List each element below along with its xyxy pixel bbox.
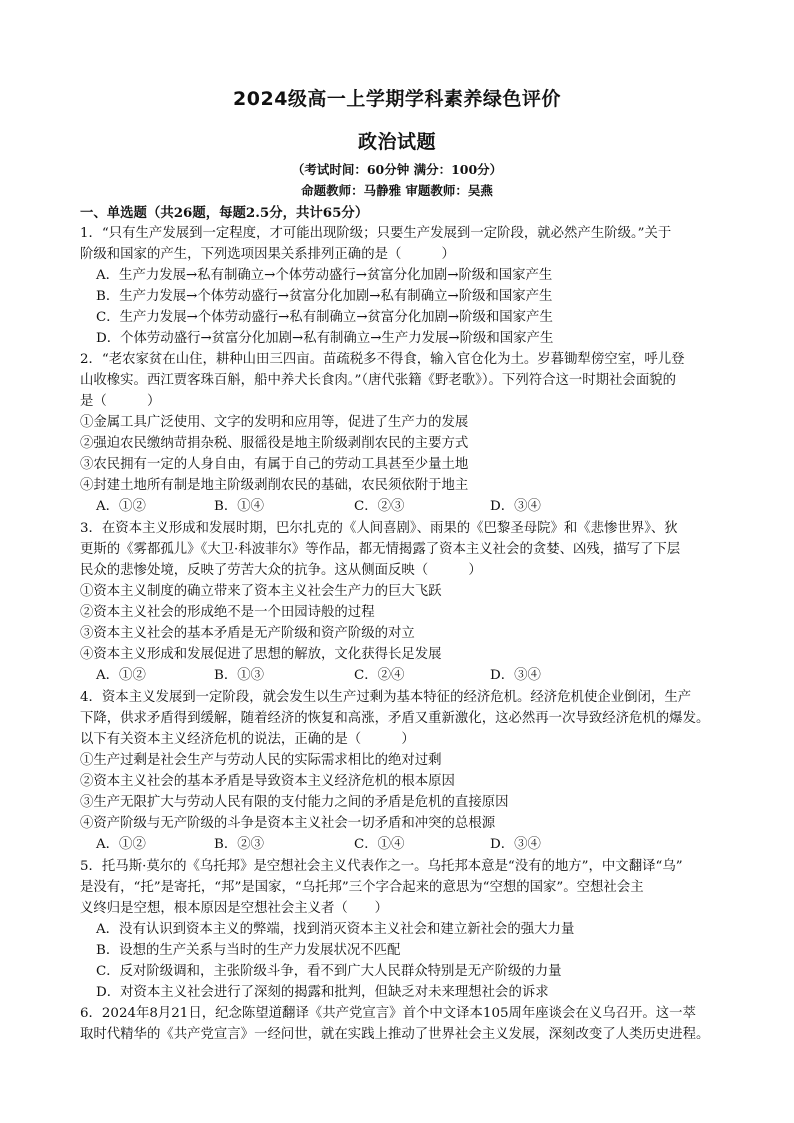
q1-stem-line2: 阶级和国家的产生，下列选项因果关系排列正确的是（ ） xyxy=(80,247,455,262)
q6-stem-line2: 取时代精华的《共产党宣言》一经问世，就在实践上推动了世界社会主义发展，深刻改变了人类历史进程。 xyxy=(80,1027,710,1042)
q4-statement-4: ④资产阶级与无产阶级的斗争是资本主义社会一切矛盾和冲突的总根源 xyxy=(80,816,496,831)
q3-option-c: C．②④ xyxy=(354,668,405,683)
q5-stem-line3: 义终归是空想，根本原因是空想社会主义者（ ） xyxy=(80,901,388,916)
q2-statement-3: ③农民拥有一定的人身自由，有属于自己的劳动工具甚至少量土地 xyxy=(80,457,469,472)
q3-option-d: D．③④ xyxy=(490,668,541,683)
q3-statement-1: ①资本主义制度的确立带来了资本主义社会生产力的巨大飞跃 xyxy=(80,584,442,599)
q4-option-d: D．③④ xyxy=(490,837,541,852)
q1-stem-line1: 1．“只有生产发展到一定程度，才可能出现阶级；只要生产发展到一定阶段，就必然产生阶级。”关于 xyxy=(80,226,672,241)
section-heading: 一、单选题（共26题，每题2.5分，共计65分） xyxy=(80,205,369,221)
q3-statement-2: ②资本主义社会的形成绝不是一个田园诗般的过程 xyxy=(80,605,375,620)
q5-stem-line1: 5．托马斯·莫尔的《乌托邦》是空想社会主义代表作之一。乌托邦本意是“没有的地方”，中文翻译“乌” xyxy=(80,859,683,874)
q3-stem-line1: 3．在资本主义形成和发展时期，巴尔扎克的《人间喜剧》、雨果的《巴黎圣母院》和《悲惨世界》、狄 xyxy=(80,521,678,536)
exam-subject: 政治试题 xyxy=(357,131,436,153)
q2-option-b: B．①④ xyxy=(214,499,265,514)
q2-statement-1: ①金属工具广泛使用、文字的发明和应用等，促进了生产力的发展 xyxy=(80,415,469,430)
q3-option-b: B．①③ xyxy=(214,668,265,683)
q2-option-d: D．③④ xyxy=(490,499,541,514)
q3-statement-3: ③资本主义社会的基本矛盾是无产阶级和资产阶级的对立 xyxy=(80,626,415,641)
q4-statement-2: ②资本主义社会的基本矛盾是导致资本主义经济危机的根本原因 xyxy=(80,774,455,789)
q3-stem-line3: 民众的悲惨处境，反映了劳苦大众的抗争。这从侧面反映（ ） xyxy=(80,563,482,578)
q5-option-b: B．设想的生产关系与当时的生产力发展状况不匹配 xyxy=(96,943,401,958)
q5-option-a: A．没有认识到资本主义的弊端，找到消灭资本主义社会和建立新社会的强大力量 xyxy=(96,922,575,937)
q2-stem-line3: 是（ ） xyxy=(80,394,161,409)
q2-stem-line2: 山收橡实。西江贾客珠百斛，船中养犬长食肉。”（唐代张籍《野老歌》）。下列符合这一时期社会面貌的 xyxy=(80,373,677,388)
q3-statement-4: ④资本主义形成和发展促进了思想的解放，文化获得长足发展 xyxy=(80,647,442,662)
q4-stem-line3: 以下有关资本主义经济危机的说法，正确的是（ ） xyxy=(80,732,415,747)
q2-stem-line1: 2．“老农家贫在山住，耕种山田三四亩。苗疏税多不得食，输入官仓化为土。岁暮锄犁傍空室，呼儿登 xyxy=(80,352,685,367)
q5-option-c: C．反对阶级调和，主张阶级斗争，看不到广大人民群众特别是无产阶级的力量 xyxy=(96,964,562,979)
q1-option-d: D．个体劳动盛行→贫富分化加剧→私有制确立→生产力发展→阶级和国家产生 xyxy=(96,331,554,346)
q4-statement-1: ①生产过剩是社会生产与劳动人民的实际需求相比的绝对过剩 xyxy=(80,753,442,768)
q4-option-c: C．①④ xyxy=(354,837,405,852)
exam-title: 2024级高一上学期学科素养绿色评价 xyxy=(233,88,561,110)
q4-option-a: A．①② xyxy=(96,837,146,852)
q4-stem-line1: 4．资本主义发展到一定阶段，就会发生以生产过剩为基本特征的经济危机。经济危机使企业倒闭，生产 xyxy=(80,690,692,705)
q4-stem-line2: 下降，供求矛盾得到缓解，随着经济的恢复和高涨，矛盾又重新激化，这必然再一次导致经济危机的爆发。 xyxy=(80,711,710,726)
q2-statement-4: ④封建土地所有制是地主阶级剥削农民的基础，农民须依附于地主 xyxy=(80,478,469,493)
q1-option-b: B．生产力发展→个体劳动盛行→贫富分化加剧→私有制确立→阶级和国家产生 xyxy=(96,289,553,304)
exam-info: （考试时间：60分钟 满分：100分） xyxy=(291,162,503,177)
q4-statement-3: ③生产无限扩大与劳动人民有限的支付能力之间的矛盾是危机的直接原因 xyxy=(80,795,509,810)
q5-option-d: D．对资本主义社会进行了深刻的揭露和批判，但缺乏对未来理想社会的诉求 xyxy=(96,985,549,1000)
q3-stem-line2: 更斯的《雾都孤儿》《大卫·科波菲尔》等作品，都无情揭露了资本主义社会的贪婪、凶残，描写了下层 xyxy=(80,542,681,557)
q1-option-c: C．生产力发展→个体劳动盛行→私有制确立→贫富分化加剧→阶级和国家产生 xyxy=(96,310,553,325)
exam-teachers: 命题教师：马静雅 审题教师：吴燕 xyxy=(301,183,493,198)
q2-option-a: A．①② xyxy=(96,499,146,514)
q2-option-c: C．②③ xyxy=(354,499,405,514)
q4-option-b: B．②③ xyxy=(214,837,265,852)
q2-statement-2: ②强迫农民缴纳苛捐杂税、服徭役是地主阶级剥削农民的主要方式 xyxy=(80,436,469,451)
q5-stem-line2: 是没有，“托”是寄托，“邦”是国家，“乌托邦”三个字合起来的意思为“空想的国家”。空想社会主 xyxy=(80,880,644,895)
q3-option-a: A．①② xyxy=(96,668,146,683)
q6-stem-line1: 6．2024年8月21日，纪念陈望道翻译《共产党宣言》首个中文译本105周年座谈会在义乌召开。这一萃 xyxy=(80,1006,696,1021)
q1-option-a: A．生产力发展→私有制确立→个体劳动盛行→贫富分化加剧→阶级和国家产生 xyxy=(96,268,553,283)
